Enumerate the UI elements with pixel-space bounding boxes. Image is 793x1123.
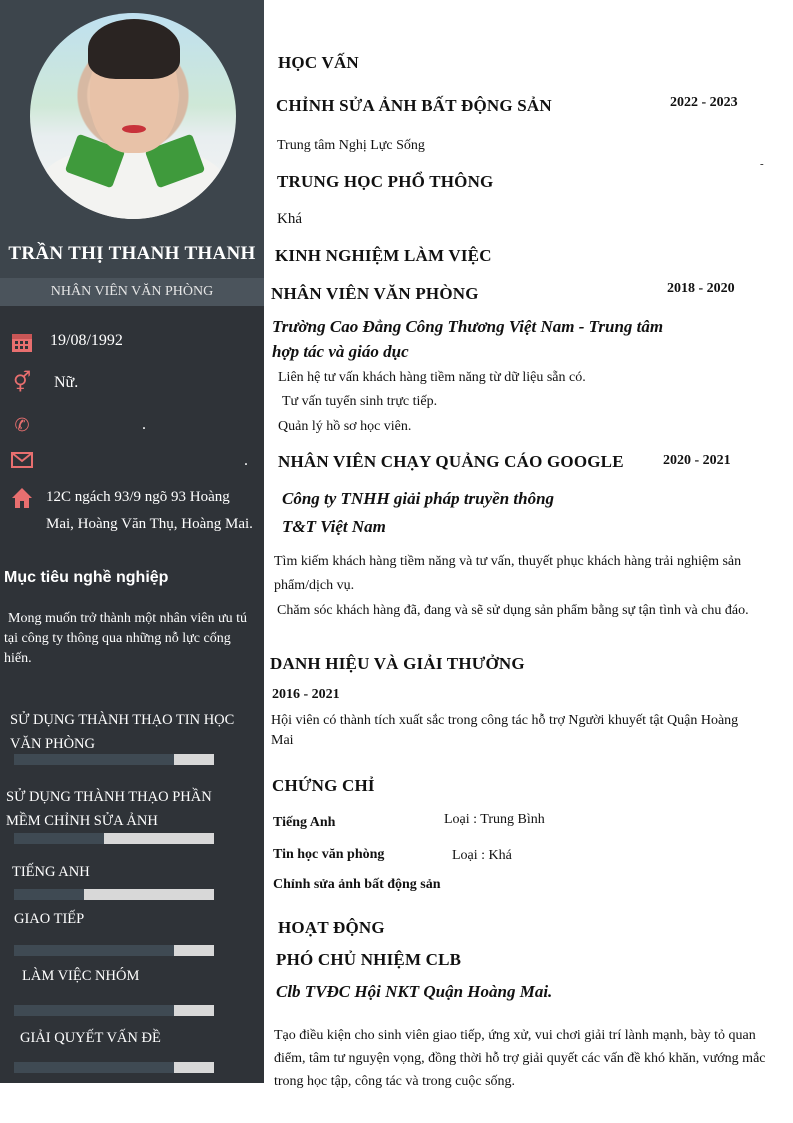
main-content bbox=[264, 0, 793, 1123]
job-organization: Công ty TNHH giải pháp truyền thông T&T Việt Nam bbox=[282, 489, 555, 536]
calendar-icon bbox=[10, 330, 34, 354]
job-task: Tư vấn tuyển sinh trực tiếp. bbox=[282, 394, 438, 409]
education-item-mark: - bbox=[760, 158, 764, 170]
skill-label: TIẾNG ANH bbox=[12, 864, 90, 880]
activities-heading: HOẠT ĐỘNG bbox=[278, 918, 385, 937]
skill-label: SỬ DỤNG THÀNH THẠO PHẦN MỀM CHỈNH SỬA ẢNH bbox=[6, 789, 212, 829]
education-item-place: Trung tâm Nghị Lực Sống bbox=[277, 138, 425, 153]
phone-icon: ✆ bbox=[14, 415, 30, 436]
skill-label: GIẢI QUYẾT VẤN ĐỀ bbox=[20, 1030, 161, 1046]
skill-fill bbox=[14, 945, 174, 956]
education-item-date: 2022 - 2023 bbox=[670, 95, 738, 110]
skill-label: LÀM VIỆC NHÓM bbox=[22, 968, 140, 984]
home-icon bbox=[10, 486, 34, 510]
job-task: Tìm kiếm khách hàng tiềm năng và tư vấn, thuyết phục khách hàng trải nghiệm sản phẩm/dịch vụ. bbox=[274, 554, 742, 593]
avatar bbox=[30, 13, 236, 219]
candidate-name: TRẦN THỊ THANH THANH bbox=[8, 243, 256, 264]
phone-row bbox=[0, 414, 264, 438]
education-item-title: CHỈNH SỬA ẢNH BẤT ĐỘNG SẢN bbox=[276, 96, 552, 115]
skill-fill bbox=[14, 889, 84, 900]
job-task: Liên hệ tư vấn khách hàng tiềm năng từ dữ liệu sẵn có. bbox=[278, 370, 586, 385]
skill-bar bbox=[14, 1062, 214, 1073]
job-task: Chăm sóc khách hàng đã, đang và sẽ sử dụng sản phẩm bằng sự tận tình và chu đáo. bbox=[277, 603, 749, 618]
gender-icon: ⚥ bbox=[12, 370, 32, 394]
job-title: NHÂN VIÊN CHẠY QUẢNG CÁO GOOGLE bbox=[278, 452, 624, 471]
gender-row bbox=[0, 370, 264, 396]
skill-fill bbox=[14, 754, 174, 765]
award-text: Hội viên có thành tích xuất sắc trong công tác hỗ trợ Người khuyết tật Quận Hoàng Mai bbox=[271, 713, 739, 748]
skill-bar bbox=[14, 945, 214, 956]
activity-role: PHÓ CHỦ NHIỆM CLB bbox=[276, 950, 462, 969]
phone-text: . bbox=[142, 416, 146, 433]
certificates-heading: CHỨNG CHỈ bbox=[272, 776, 375, 795]
job-date: 2018 - 2020 bbox=[667, 281, 735, 296]
skill-label: SỬ DỤNG THÀNH THẠO TIN HỌC VĂN PHÒNG bbox=[10, 712, 235, 752]
skill-bar bbox=[14, 889, 214, 900]
skill-fill bbox=[14, 1005, 174, 1016]
mail-icon bbox=[10, 450, 34, 474]
email-text: . bbox=[244, 452, 248, 469]
award-date: 2016 - 2021 bbox=[272, 687, 340, 702]
birthdate-text: 19/08/1992 bbox=[50, 332, 123, 349]
certificate-name: Chỉnh sửa ảnh bất động sản bbox=[273, 877, 441, 892]
activity-description: Tạo điều kiện cho sinh viên giao tiếp, ứng xử, vui chơi giải trí lành mạnh, bày tỏ quan điểm, tâm tư nguyện vọng, đồng thời hỗ trợ giải quyết các vấn đề khó khăn, vướng mắc trong học tập, công tác và trong cuộc sống. bbox=[274, 1028, 766, 1089]
objective-text: Mong muốn trở thành một nhân viên ưu tú tại công ty thông qua những nỗ lực cống hiến. bbox=[4, 611, 247, 666]
birthdate-row bbox=[0, 330, 264, 356]
skill-bar bbox=[14, 754, 214, 765]
gender-text: Nữ. bbox=[54, 374, 79, 391]
experience-heading: KINH NGHIỆM LÀM VIỆC bbox=[275, 246, 492, 265]
education-heading: HỌC VẤN bbox=[278, 53, 359, 72]
education-item-grade: Khá bbox=[277, 211, 302, 227]
job-title: NHÂN VIÊN VĂN PHÒNG bbox=[271, 284, 479, 303]
skill-bar bbox=[14, 1005, 214, 1016]
activity-organization: Clb TVĐC Hội NKT Quận Hoàng Mai. bbox=[276, 982, 553, 1001]
skill-fill bbox=[14, 833, 104, 844]
certificate-name: Tiếng Anh bbox=[273, 815, 336, 830]
skill-label: GIAO TIẾP bbox=[14, 911, 85, 927]
address-text: 12C ngách 93/9 ngõ 93 Hoàng Mai, Hoàng Văn Thụ, Hoàng Mai. bbox=[46, 489, 253, 532]
candidate-title: NHÂN VIÊN VĂN PHÒNG bbox=[50, 284, 214, 299]
job-task: Quản lý hồ sơ học viên. bbox=[278, 419, 412, 434]
job-date: 2020 - 2021 bbox=[663, 453, 731, 468]
certificate-level: Loại : Khá bbox=[452, 848, 512, 863]
certificate-level: Loại : Trung Bình bbox=[444, 812, 545, 827]
skill-fill bbox=[14, 1062, 174, 1073]
email-row bbox=[0, 450, 264, 474]
job-organization: Trường Cao Đẳng Công Thương Việt Nam - Trung tâm hợp tác và giáo dục bbox=[272, 317, 664, 361]
sidebar bbox=[0, 0, 264, 1083]
objective-heading: Mục tiêu nghề nghiệp bbox=[4, 569, 169, 586]
skill-bar bbox=[14, 833, 214, 844]
certificate-name: Tin học văn phòng bbox=[273, 847, 385, 862]
awards-heading: DANH HIỆU VÀ GIẢI THƯỞNG bbox=[270, 654, 525, 673]
education-item-title: TRUNG HỌC PHỔ THÔNG bbox=[277, 172, 494, 191]
